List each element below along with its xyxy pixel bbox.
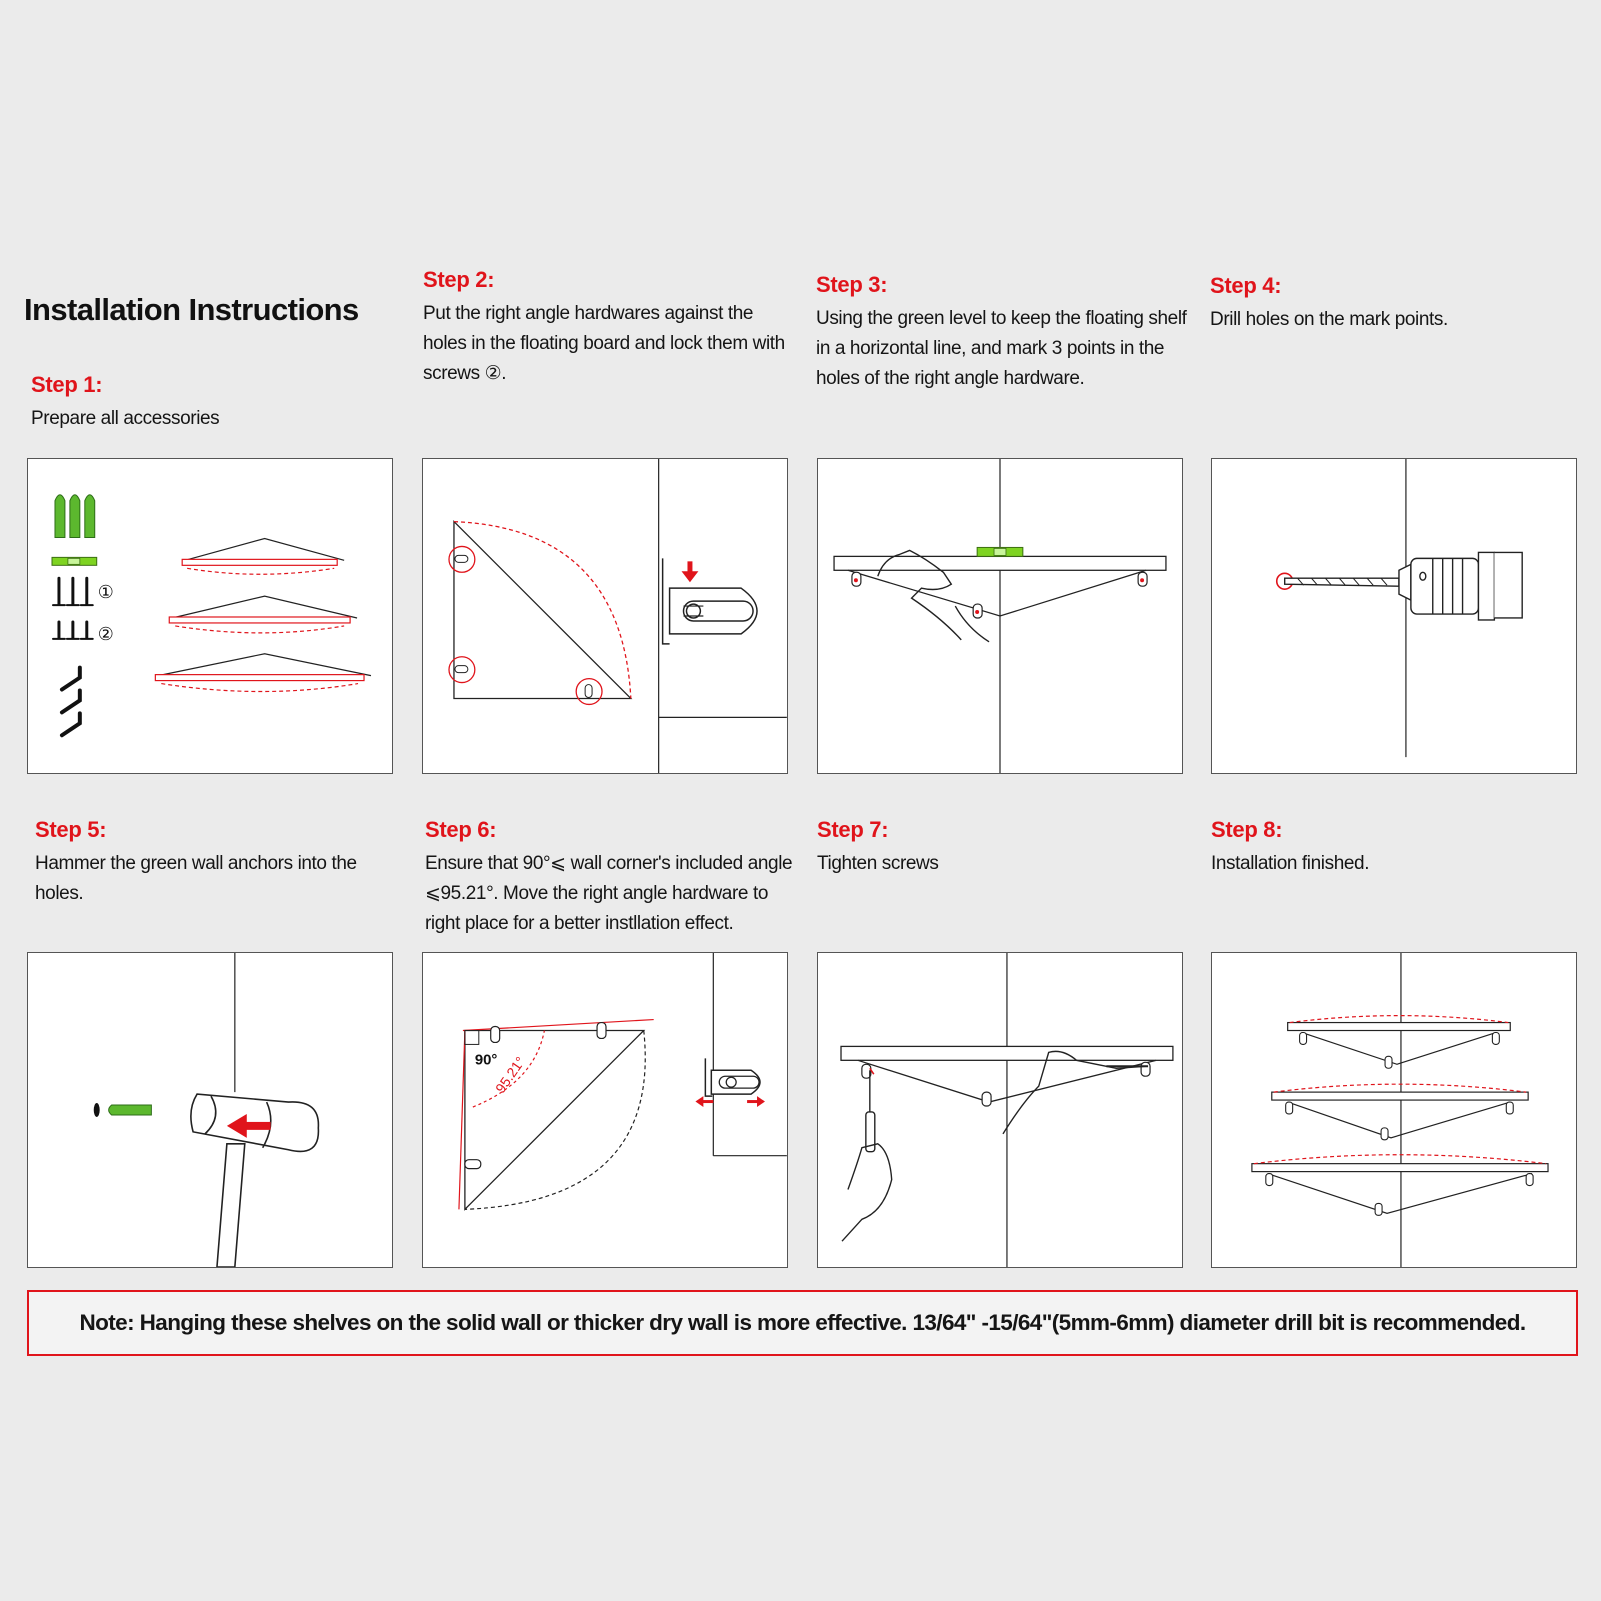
step-2-text: Put the right angle hardwares against the holes in the floating board and lock them with screws ②. [423, 303, 785, 384]
short-screws-icon [53, 622, 93, 639]
step-3-title: Step 3: [816, 272, 888, 297]
hammer-icon [191, 1094, 319, 1267]
long-screws-icon [53, 578, 93, 605]
step-6-diagram [422, 952, 788, 1268]
screw-1-label: ① [97, 582, 114, 604]
step-8-text: Installation finished. [1211, 853, 1370, 874]
step-3-diagram [817, 458, 1183, 774]
accessories-illustration [28, 459, 392, 773]
installed-shelves-icon [1252, 1016, 1548, 1214]
step-6-text: Ensure that 90°⩽ wall corner's included angle ⩽95.21°. Move the right angle hardware to right place for a better instllation effect. [425, 853, 793, 934]
corner-shelves-icon [155, 538, 371, 691]
bracket-icons [1266, 1032, 1533, 1215]
bracket-icons [465, 1023, 606, 1169]
page-title: Installation Instructions [24, 292, 359, 327]
step-1-title: Step 1: [31, 372, 103, 397]
step-4-title: Step 4: [1210, 273, 1282, 298]
note-text: Note: Hanging these shelves on the solid wall or thicker dry wall is more effective. 13/64" -15/64"(5mm-6mm) diameter drill bit is recommended. [79, 1310, 1526, 1335]
wall-corner-lines [713, 953, 787, 1156]
step-7-diagram [817, 952, 1183, 1268]
note-box [27, 1290, 1578, 1356]
adjust-arrows-icon [695, 1096, 765, 1107]
level-icon [977, 547, 1023, 556]
angle-range-lines [459, 1020, 654, 1210]
hand-left-icon [842, 1144, 892, 1241]
level-icon [52, 557, 97, 565]
angle-max-label: 95.21° [492, 1053, 529, 1096]
shelf-board-outline [454, 522, 631, 699]
step-3-text: Using the green level to keep the floating shelf in a horizontal line, and mark 3 points in the holes of the right angle hardware. [816, 308, 1187, 389]
step-4-diagram [1211, 458, 1577, 774]
bracket-icon [862, 1062, 1150, 1106]
step-7-text: Tighten screws [817, 853, 939, 874]
wall-anchor-icon [109, 1105, 152, 1115]
drill-icon [1285, 552, 1522, 620]
step-7 [817, 817, 1189, 879]
screw-2-label: ② [97, 623, 114, 645]
brackets-icon [62, 668, 80, 736]
bracket-holes-icon [449, 546, 602, 704]
wall-anchors-icon [55, 495, 95, 538]
angle-min-label: 90° [474, 1052, 498, 1069]
step-2 [423, 267, 795, 389]
step-6 [425, 817, 797, 939]
step-3 [816, 272, 1188, 394]
step-1-diagram [27, 458, 393, 774]
step-5-title: Step 5: [35, 817, 107, 842]
step-1 [31, 372, 403, 434]
step-7-title: Step 7: [817, 817, 889, 842]
step-5-diagram [27, 952, 393, 1268]
bracket-closeup-icon [663, 558, 757, 643]
step-4-text: Drill holes on the mark points. [1210, 309, 1448, 330]
mark-points [854, 578, 1144, 614]
step-1-text: Prepare all accessories [31, 408, 220, 429]
step-5 [35, 817, 407, 909]
step-4 [1210, 273, 1582, 335]
step-6-title: Step 6: [425, 817, 497, 842]
drill-hole-icon [94, 1103, 100, 1117]
screwdriver-icon [866, 1070, 875, 1151]
step-8-diagram [1211, 952, 1577, 1268]
step-2-title: Step 2: [423, 267, 495, 292]
step-8-title: Step 8: [1211, 817, 1283, 842]
step-5-text: Hammer the green wall anchors into the holes. [35, 853, 357, 904]
down-arrow-icon [682, 561, 699, 582]
step-2-diagram [422, 458, 788, 774]
step-8 [1211, 817, 1583, 879]
right-angle-marker [465, 1031, 479, 1045]
